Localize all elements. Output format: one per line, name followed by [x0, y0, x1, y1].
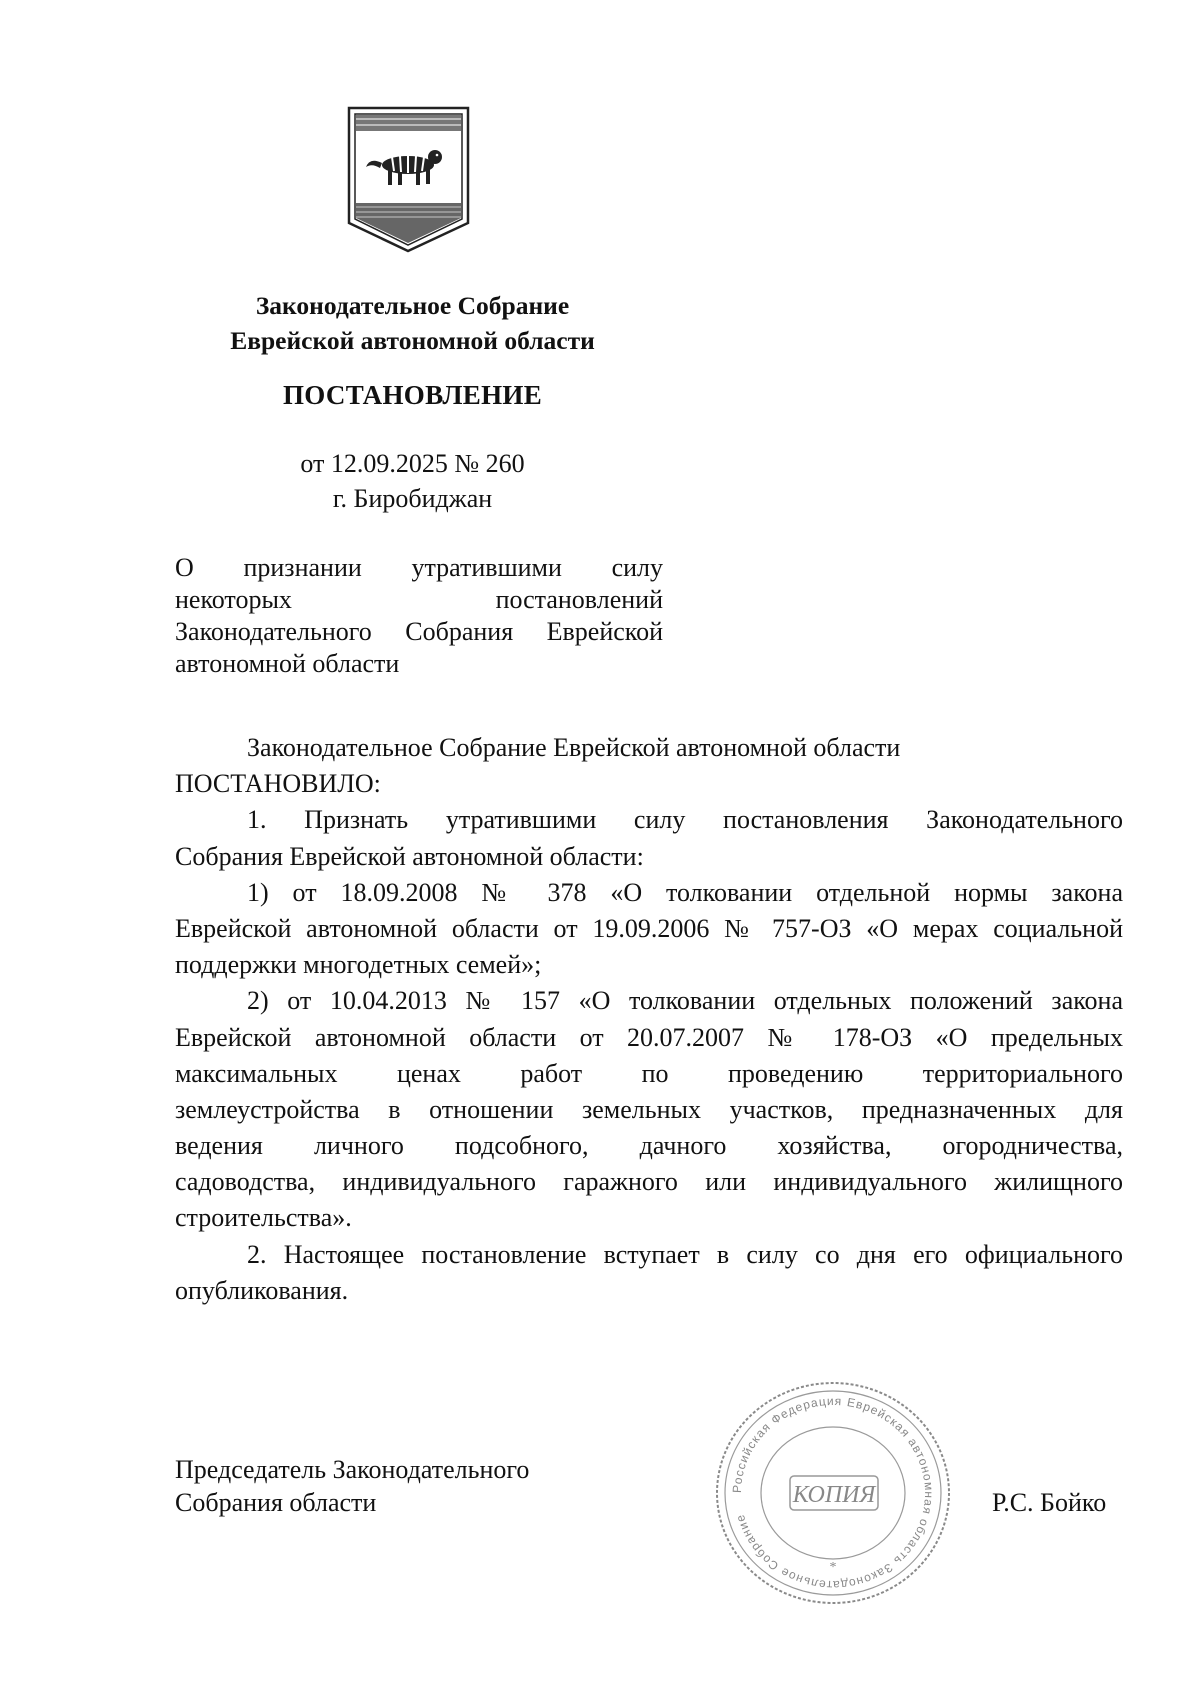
body-intro: Законодательное Собрание Еврейской автономной области: [247, 733, 901, 762]
coat-of-arms-emblem: [346, 105, 471, 255]
paragraph-1-line: Собрания Еврейской автономной области:: [175, 841, 644, 871]
document-type: ПОСТАНОВЛЕНИЕ: [282, 380, 542, 410]
tiger-shield-icon: [346, 105, 471, 255]
body-resolved: ПОСТАНОВИЛО:: [175, 769, 381, 799]
paragraph-2-line: 2. Настоящее постановление вступает в силу со дня его официального: [247, 1239, 1123, 1269]
document-subject: [175, 552, 663, 680]
item-2-line: садоводства, индивидуального гаражного или индивидуального жилищного: [175, 1167, 1123, 1197]
document-body: [175, 730, 1123, 1309]
subject-line: Законодательного Собрания Еврейской: [175, 617, 663, 646]
item-1-line: 1) от 18.09.2008 № 378 «О толковании отдельной нормы закона: [247, 877, 1123, 907]
org-line-1: Законодательное Собрание: [255, 291, 570, 320]
paragraph-1-line: 1. Признать утратившими силу постановления Законодательного: [247, 805, 1123, 835]
org-line-2: Еврейской автономной области: [230, 326, 595, 355]
item-1-line: Еврейской автономной области от 19.09.2006 № 757-ОЗ «О мерах социальной: [175, 913, 1123, 943]
item-2-line: максимальных ценах работ по проведению территориального: [175, 1058, 1123, 1088]
signatory-title-line-1: Председатель Законодательного: [175, 1455, 530, 1484]
svg-text:*: *: [829, 1560, 837, 1575]
item-2-line: 2) от 10.04.2013 № 157 «О толковании отдельных положений закона: [247, 986, 1123, 1016]
signatory-name: Р.С. Бойко: [992, 1488, 1107, 1517]
seal-center-text: КОПИЯ: [792, 1482, 876, 1508]
paragraph-2-line: опубликования.: [175, 1275, 349, 1305]
document-meta: [160, 446, 665, 516]
seal-icon: [712, 1378, 954, 1608]
subject-line: автономной области: [175, 649, 400, 678]
subject-line: О признании утратившими силу: [175, 553, 663, 582]
subject-line: некоторых постановлений: [175, 585, 663, 614]
copy-seal-stamp: [712, 1378, 954, 1608]
signatory-title-line-2: Собрания области: [175, 1488, 377, 1517]
signatory-title: [175, 1453, 529, 1519]
item-2-line: землеустройства в отношении земельных участков, предназначенных для: [175, 1094, 1123, 1124]
seal-ring-text: Российская Федерация Еврейская автономная область Законодательное Собрание: [729, 1393, 937, 1593]
item-2-line: Еврейской автономной области от 20.07.2007 № 178-ОЗ «О предельных: [175, 1022, 1123, 1052]
city: г. Биробиджан: [332, 484, 493, 513]
date-number: от 12.09.2025 № 260: [300, 449, 525, 478]
issuing-organization: [160, 288, 665, 358]
item-2-line: строительства».: [175, 1203, 352, 1233]
item-1-line: поддержки многодетных семей»;: [175, 950, 542, 980]
item-2-line: ведения личного подсобного, дачного хозяйства, огородничества,: [175, 1131, 1123, 1161]
